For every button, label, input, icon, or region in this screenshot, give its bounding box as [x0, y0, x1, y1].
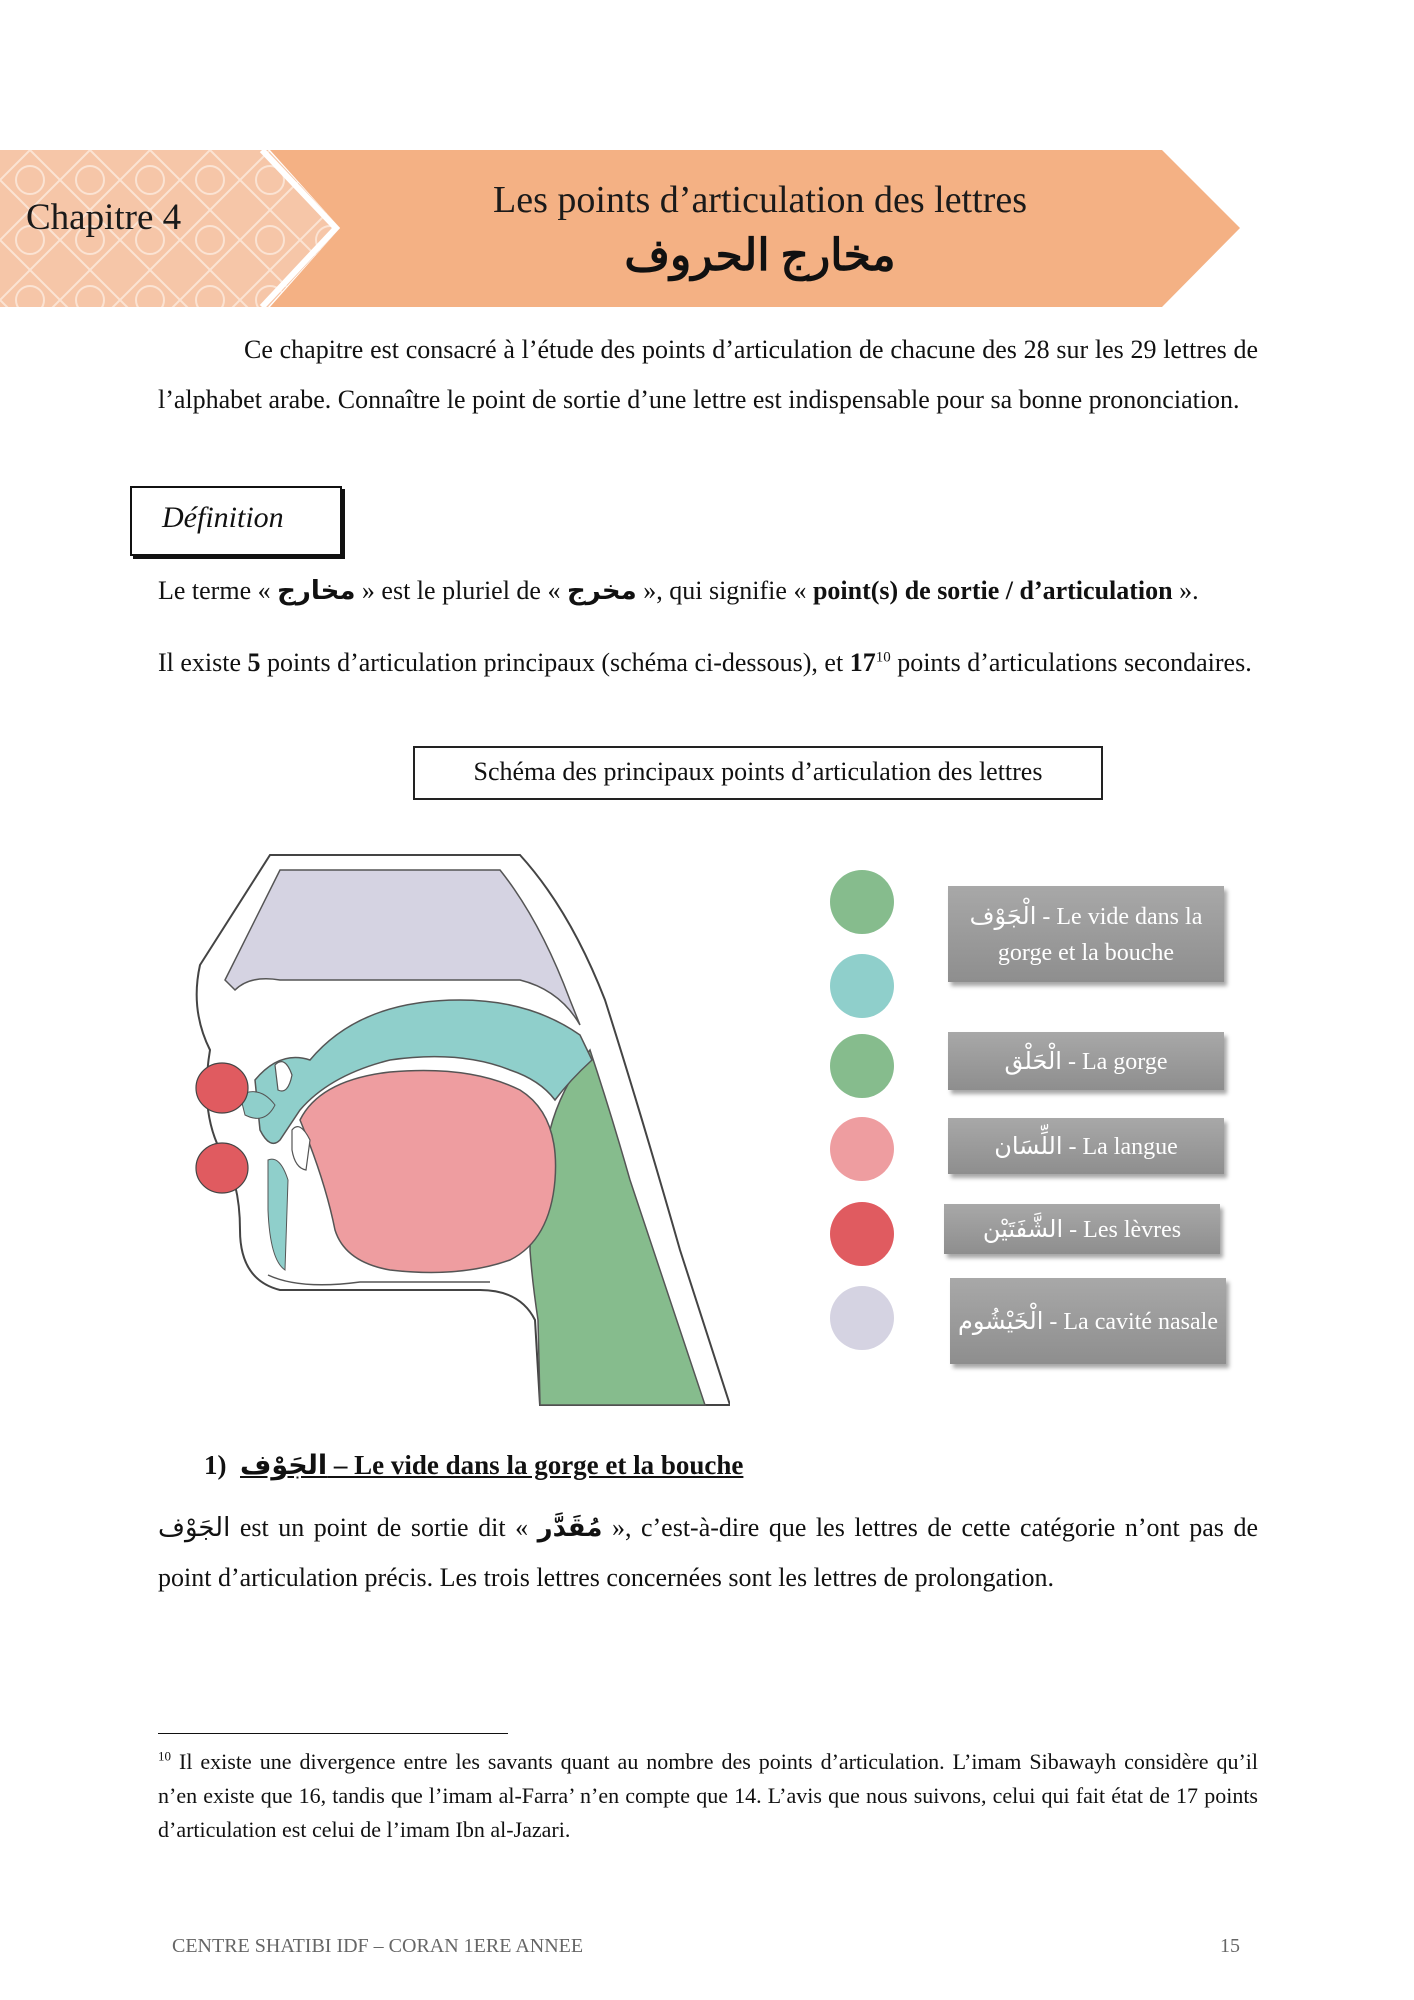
- lower-lip: [196, 1143, 248, 1193]
- chapter-title-fr: Les points d’articulation des lettres: [493, 179, 1027, 221]
- legend-label-lisan: اللِّسَان - La langue: [948, 1118, 1224, 1174]
- legend-label-jawf: الْجَوْف - Le vide dans la gorge et la bouche: [948, 886, 1224, 982]
- definition-meaning: point(s) de sortie / d’articulation: [812, 576, 1173, 605]
- arabic-term-makharij: مخارج: [277, 576, 356, 606]
- schema-title: Schéma des principaux points d’articulation des lettres: [473, 757, 1043, 786]
- legend-label-halq: الْحَلْق - La gorge: [948, 1032, 1224, 1090]
- definition-label: Définition: [162, 501, 284, 534]
- page-number: 15: [1220, 1935, 1240, 1957]
- schema-title-box: [413, 746, 1103, 800]
- legend-dot-teal: [830, 954, 894, 1018]
- chapter-banner: [0, 150, 1414, 307]
- legend-dot-halq: [830, 1034, 894, 1098]
- arabic-term-makhraj: مخرج: [566, 576, 637, 606]
- articulation-count-paragraph: Il existe 5 points d’articulation principaux (schéma ci-dessous), et $17^{10}$ points d’articulations secondaires.: [158, 648, 1252, 677]
- footnote: $^{10}$ Il existe une divergence entre les savants quant au nombre des points d’articulation. L’imam Sibawayh considère qu’il n’en existe que 16, tandis que l’imam al-Farra’ n’en compte que 14. L’avis que nous suivons, celui qui fait état de 17 points d’articulation est celui de l’imam Ibn al-Jazari.: [158, 1748, 1258, 1842]
- legend-label-khayshum: الْخَيْشُوم - La cavité nasale: [950, 1278, 1226, 1364]
- definition-paragraph: Le terme « مخارج » est le pluriel de « مخرج », qui signifie « point(s) de sortie / d’articulation ».: [158, 576, 1199, 606]
- legend-dot-jawf: [830, 870, 894, 934]
- definition-box: [130, 486, 342, 556]
- chapter-label: Chapitre 4: [26, 197, 182, 238]
- intro-paragraph: Ce chapitre est consacré à l’étude des points d’articulation de chacune des 28 sur les 29 lettres de l’alphabet arabe. Connaître le point de sortie d’une lettre est indispensable pour sa bonne prononciation.: [158, 335, 1258, 414]
- legend-dot-lisan: [830, 1117, 894, 1181]
- section-1-title: 1) الجَوْف – Le vide dans la gorge et la bouche: [204, 1450, 744, 1481]
- head-articulation-diagram: [160, 850, 730, 1410]
- legend-dot-khayshum: [830, 1286, 894, 1350]
- legend-dot-shafatayn: [830, 1202, 894, 1266]
- section-1-paragraph: الجَوْف est un point de sortie dit « مُقَدَّر », c’est-à-dire que les lettres de cette catégorie n’ont pas de point d’articulation précis. Les trois lettres concernées sont les lettres de prolongation.: [158, 1513, 1258, 1592]
- footnote-rule: [158, 1733, 508, 1734]
- legend-label-shafatayn: الشَّفَتَيْن - Les lèvres: [944, 1204, 1220, 1254]
- footer-text: CENTRE SHATIBI IDF – CORAN 1ERE ANNEE: [172, 1935, 584, 1957]
- title-arrow-shape: [270, 150, 1240, 307]
- footnote-ref: 10: [875, 649, 891, 666]
- upper-lip: [196, 1063, 248, 1113]
- chapter-title-ar: مخارج الحروف: [624, 231, 896, 280]
